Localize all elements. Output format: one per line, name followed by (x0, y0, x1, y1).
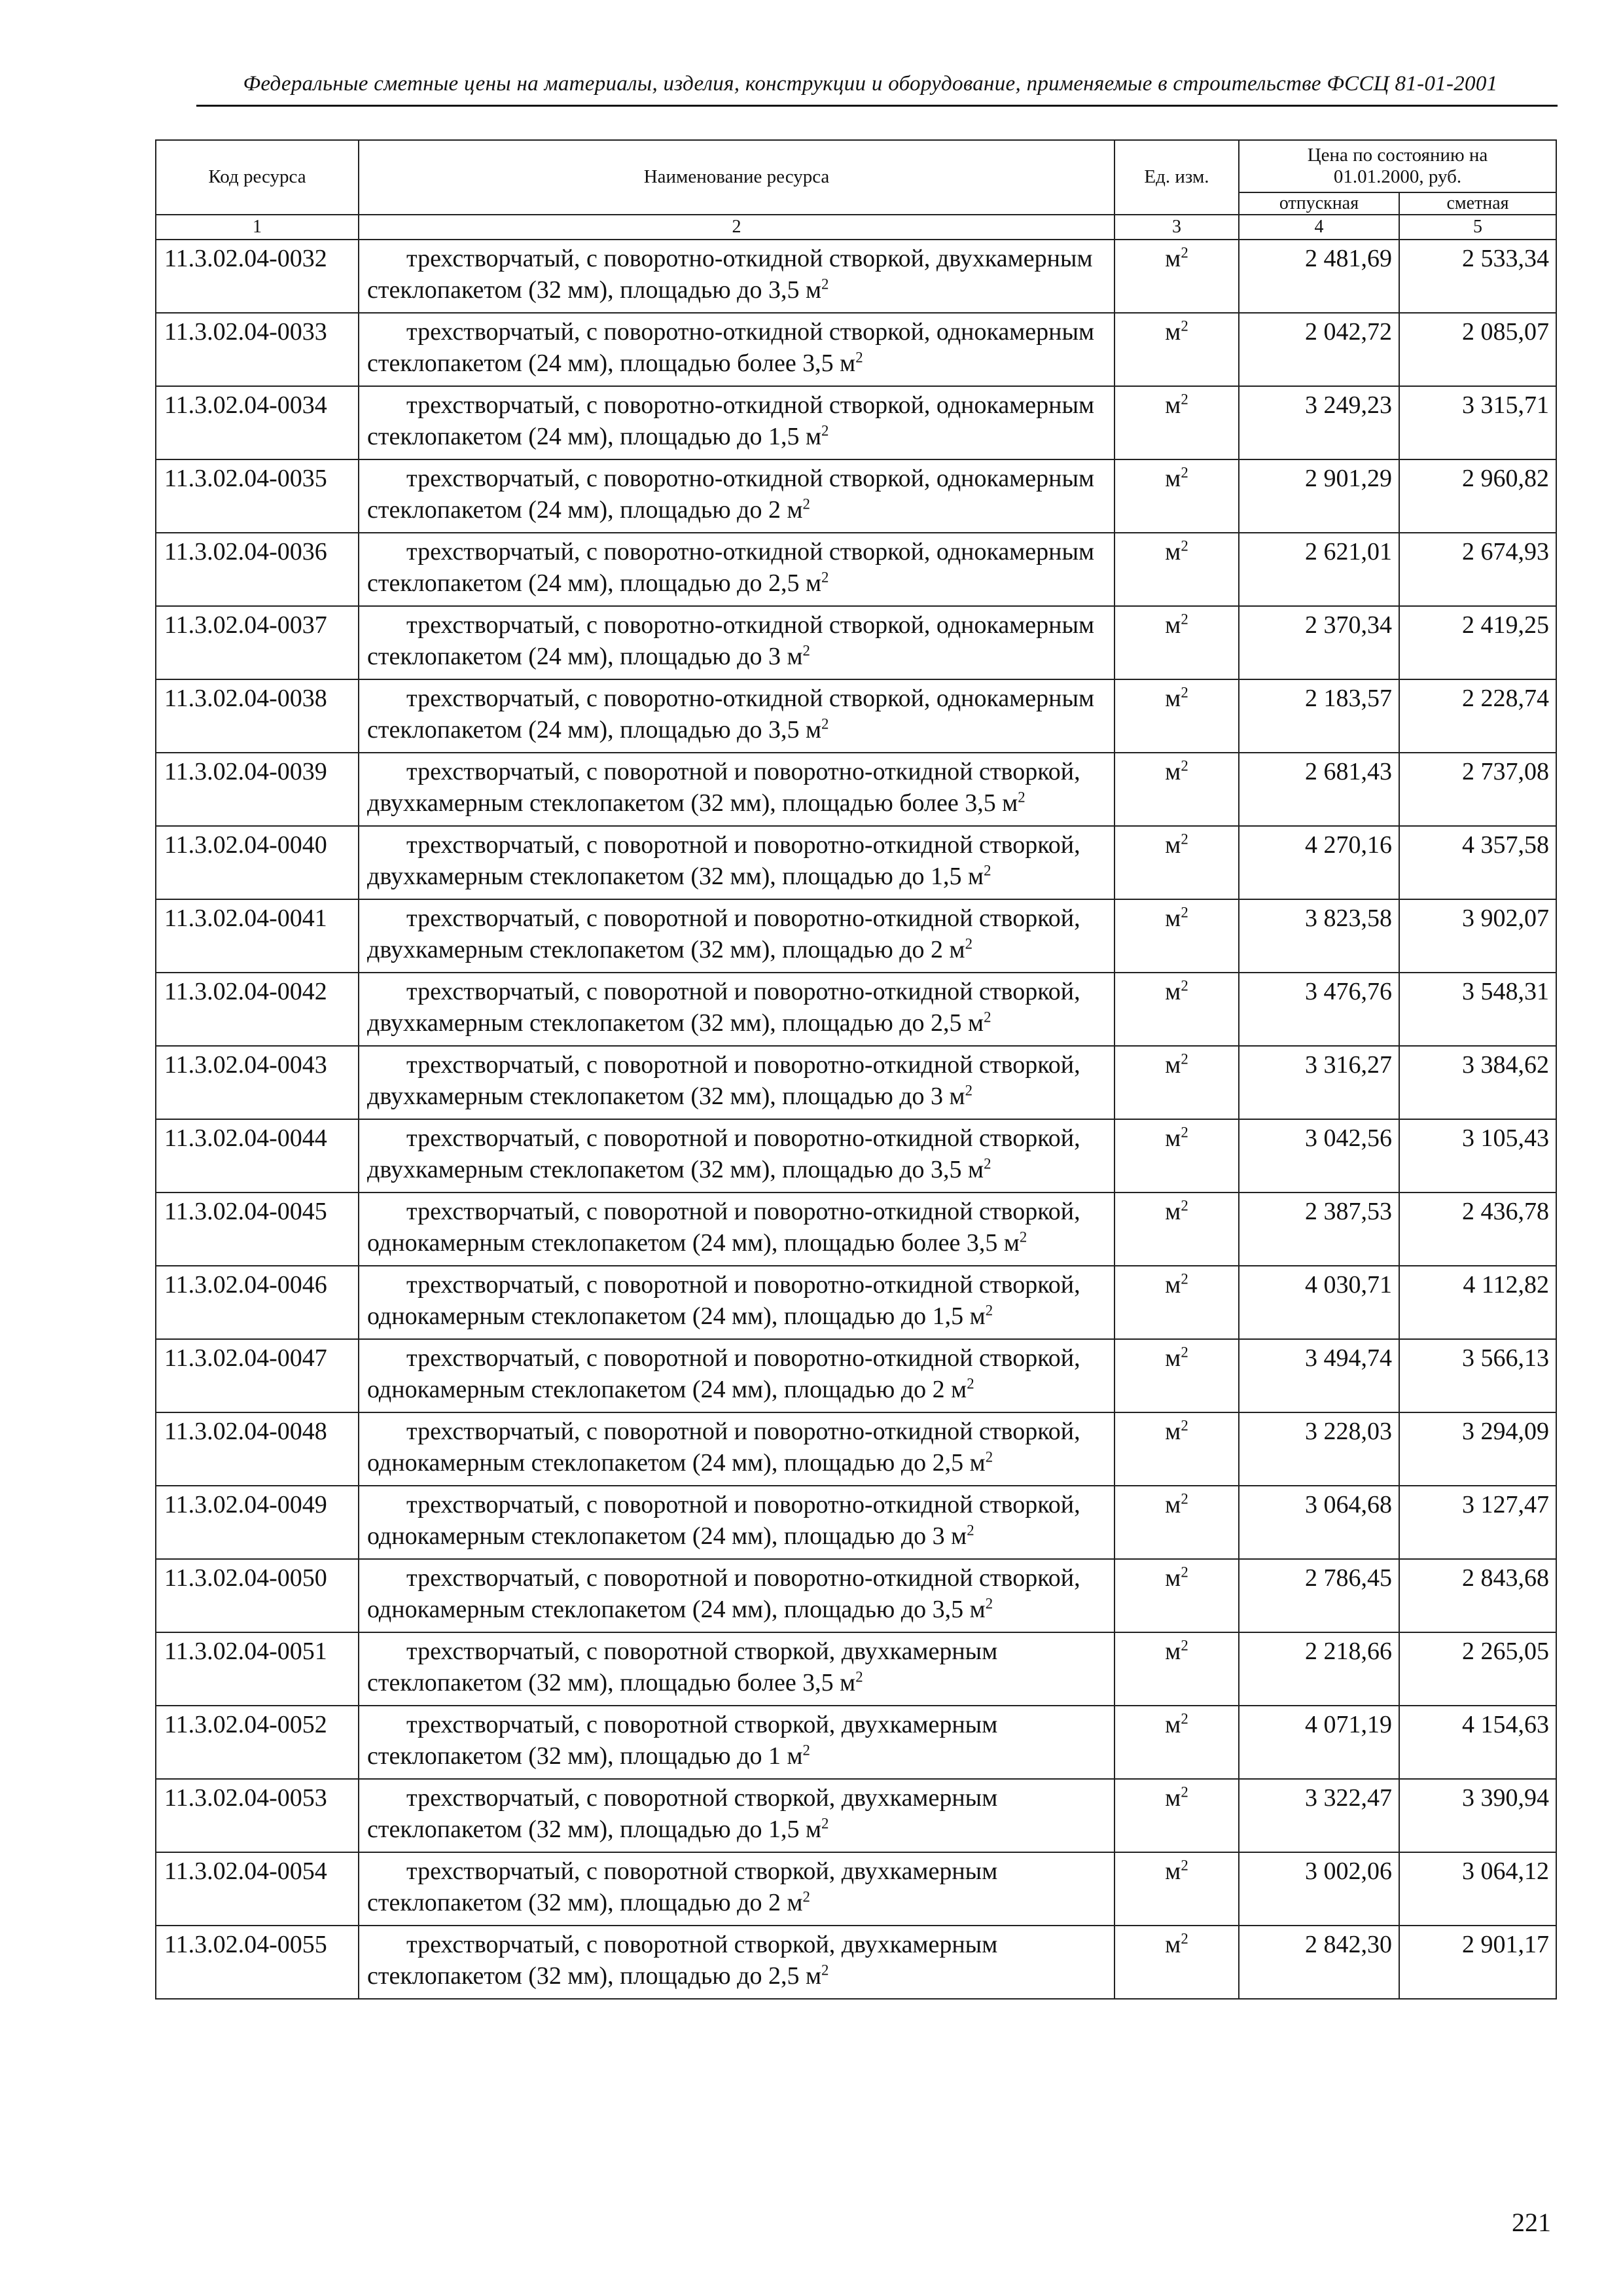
table-row (156, 1119, 1556, 1193)
resource-code: 11.3.02.04-0055 (156, 1926, 359, 1999)
table-row (156, 679, 1556, 753)
table-header (156, 140, 1556, 240)
resource-code: 11.3.02.04-0051 (156, 1632, 359, 1706)
price-estimate: 3 566,13 (1399, 1339, 1556, 1412)
price-estimate: 4 112,82 (1399, 1266, 1556, 1339)
price-estimate: 4 154,63 (1399, 1706, 1556, 1779)
resource-name-cell (359, 1119, 1115, 1193)
resource-name: трехстворчатый, с поворотно-откидной створкой, однокамерным стеклопакетом (24 мм), площадью до 3,5 м (367, 685, 1095, 744)
price-estimate: 3 064,12 (1399, 1852, 1556, 1926)
header-price-estimate: сметная (1399, 192, 1556, 215)
area-exponent: 2 (967, 1375, 974, 1392)
resource-name-cell (359, 1339, 1115, 1412)
unit-base: м (1165, 1344, 1181, 1372)
column-number: 4 (1239, 215, 1399, 240)
price-estimate: 3 105,43 (1399, 1119, 1556, 1193)
column-number: 3 (1115, 215, 1239, 240)
price-estimate: 2 228,74 (1399, 679, 1556, 753)
resource-code: 11.3.02.04-0048 (156, 1412, 359, 1486)
price-release: 3 249,23 (1239, 386, 1399, 459)
unit-exponent: 2 (1181, 1710, 1188, 1727)
unit-exponent: 2 (1181, 757, 1188, 774)
resource-name: трехстворчатый, с поворотной створкой, двухкамерным стеклопакетом (32 мм), площадью более 3,5 м (367, 1638, 998, 1696)
unit-exponent: 2 (1181, 1124, 1188, 1141)
price-estimate: 3 315,71 (1399, 386, 1556, 459)
table-row (156, 1706, 1556, 1779)
unit-base: м (1165, 1491, 1181, 1518)
resource-code: 11.3.02.04-0053 (156, 1779, 359, 1852)
unit-cell (1115, 606, 1239, 679)
column-number: 5 (1399, 215, 1556, 240)
unit-cell (1115, 1266, 1239, 1339)
area-exponent: 2 (802, 1742, 810, 1759)
area-exponent: 2 (1019, 1229, 1027, 1246)
running-title: Федеральные сметные цены на материалы, изделия, конструкции и оборудование, применяемые в строительстве ФССЦ 81-01-2001 (243, 72, 1498, 96)
header-unit: Ед. изм. (1115, 140, 1239, 215)
price-release: 3 064,68 (1239, 1486, 1399, 1559)
area-exponent: 2 (821, 1962, 829, 1979)
area-exponent: 2 (967, 1522, 974, 1539)
price-estimate: 2 436,78 (1399, 1193, 1556, 1266)
table-row (156, 313, 1556, 386)
unit-exponent: 2 (1181, 1564, 1188, 1581)
resource-name-cell (359, 1926, 1115, 1999)
resource-code: 11.3.02.04-0044 (156, 1119, 359, 1193)
unit-base: м (1165, 1198, 1181, 1225)
resource-name-cell (359, 1559, 1115, 1632)
unit-base: м (1165, 831, 1181, 859)
price-estimate: 2 901,17 (1399, 1926, 1556, 1999)
unit-base: м (1165, 1638, 1181, 1665)
unit-exponent: 2 (1181, 1857, 1188, 1874)
resource-name-cell (359, 1852, 1115, 1926)
price-release: 4 270,16 (1239, 826, 1399, 899)
area-exponent: 2 (985, 1595, 993, 1612)
price-release: 4 030,71 (1239, 1266, 1399, 1339)
table-body (156, 240, 1556, 1999)
resource-name-cell (359, 1046, 1115, 1119)
resource-code: 11.3.02.04-0041 (156, 899, 359, 973)
area-exponent: 2 (855, 1668, 863, 1685)
table-row (156, 1926, 1556, 1999)
resource-name-cell (359, 1486, 1115, 1559)
unit-cell (1115, 899, 1239, 973)
unit-base: м (1165, 1418, 1181, 1445)
unit-base: м (1165, 1784, 1181, 1812)
resource-name-cell (359, 1779, 1115, 1852)
unit-base: м (1165, 391, 1181, 419)
unit-cell (1115, 1412, 1239, 1486)
resource-name: трехстворчатый, с поворотной и поворотно-откидной створкой, однокамерным стеклопакетом (24 мм), площадью до 3,5 м (367, 1564, 1080, 1623)
resource-code: 11.3.02.04-0032 (156, 240, 359, 313)
area-exponent: 2 (821, 1815, 829, 1832)
price-release: 2 786,45 (1239, 1559, 1399, 1632)
price-release: 2 042,72 (1239, 313, 1399, 386)
unit-exponent: 2 (1181, 537, 1188, 554)
resource-name-cell (359, 240, 1115, 313)
table-row (156, 1412, 1556, 1486)
resource-name: трехстворчатый, с поворотной створкой, двухкамерным стеклопакетом (32 мм), площадью до 1 м (367, 1711, 998, 1770)
unit-exponent: 2 (1181, 464, 1188, 481)
price-release: 2 370,34 (1239, 606, 1399, 679)
price-release: 2 681,43 (1239, 753, 1399, 826)
resource-name-cell (359, 1266, 1115, 1339)
resource-code: 11.3.02.04-0037 (156, 606, 359, 679)
unit-exponent: 2 (1181, 244, 1188, 261)
resource-name: трехстворчатый, с поворотной створкой, двухкамерным стеклопакетом (32 мм), площадью до 2,5 м (367, 1931, 998, 1990)
resource-name: трехстворчатый, с поворотной и поворотно-откидной створкой, двухкамерным стеклопакетом (32 мм), площадью более 3,5 м (367, 758, 1080, 817)
price-estimate: 3 548,31 (1399, 973, 1556, 1046)
resource-code: 11.3.02.04-0049 (156, 1486, 359, 1559)
table-row (156, 1046, 1556, 1119)
table-row (156, 1779, 1556, 1852)
price-estimate: 3 902,07 (1399, 899, 1556, 973)
price-estimate: 2 265,05 (1399, 1632, 1556, 1706)
resource-code: 11.3.02.04-0033 (156, 313, 359, 386)
resource-code: 11.3.02.04-0036 (156, 533, 359, 606)
resource-name-cell (359, 973, 1115, 1046)
table-row (156, 1266, 1556, 1339)
unit-base: м (1165, 905, 1181, 932)
resource-name: трехстворчатый, с поворотной створкой, двухкамерным стеклопакетом (32 мм), площадью до 2 м (367, 1857, 998, 1916)
resource-name: трехстворчатый, с поворотной и поворотно-откидной створкой, однокамерным стеклопакетом (24 мм), площадью до 2,5 м (367, 1418, 1080, 1477)
price-release: 2 218,66 (1239, 1632, 1399, 1706)
unit-base: м (1165, 1564, 1181, 1592)
price-release: 3 322,47 (1239, 1779, 1399, 1852)
resource-code: 11.3.02.04-0034 (156, 386, 359, 459)
header-rule (196, 105, 1558, 107)
resource-name: трехстворчатый, с поворотно-откидной створкой, однокамерным стеклопакетом (24 мм), площадью до 2,5 м (367, 538, 1095, 597)
unit-cell (1115, 313, 1239, 386)
price-estimate: 2 674,93 (1399, 533, 1556, 606)
table-row (156, 606, 1556, 679)
resource-name: трехстворчатый, с поворотной и поворотно-откидной створкой, двухкамерным стеклопакетом (32 мм), площадью до 2,5 м (367, 978, 1080, 1037)
resource-name: трехстворчатый, с поворотной и поворотно-откидной створкой, однокамерным стеклопакетом (24 мм), площадью более 3,5 м (367, 1198, 1080, 1257)
unit-exponent: 2 (1181, 1637, 1188, 1654)
price-release: 2 183,57 (1239, 679, 1399, 753)
unit-cell (1115, 459, 1239, 533)
unit-cell (1115, 1339, 1239, 1412)
unit-exponent: 2 (1181, 391, 1188, 408)
unit-cell (1115, 1779, 1239, 1852)
price-estimate: 2 843,68 (1399, 1559, 1556, 1632)
price-release: 3 042,56 (1239, 1119, 1399, 1193)
unit-cell (1115, 1119, 1239, 1193)
unit-cell (1115, 679, 1239, 753)
price-estimate: 2 533,34 (1399, 240, 1556, 313)
area-exponent: 2 (984, 1155, 991, 1172)
unit-exponent: 2 (1181, 1784, 1188, 1801)
resource-code: 11.3.02.04-0043 (156, 1046, 359, 1119)
unit-exponent: 2 (1181, 904, 1188, 921)
resource-name-cell (359, 386, 1115, 459)
table-row (156, 973, 1556, 1046)
price-estimate: 2 085,07 (1399, 313, 1556, 386)
area-exponent: 2 (985, 1302, 993, 1319)
price-estimate: 3 384,62 (1399, 1046, 1556, 1119)
unit-exponent: 2 (1181, 1050, 1188, 1067)
table-row (156, 1193, 1556, 1266)
resource-name: трехстворчатый, с поворотной и поворотно-откидной створкой, однокамерным стеклопакетом (24 мм), площадью до 3 м (367, 1491, 1080, 1550)
price-release: 3 002,06 (1239, 1852, 1399, 1926)
resource-name: трехстворчатый, с поворотно-откидной створкой, однокамерным стеклопакетом (24 мм), площадью более 3,5 м (367, 318, 1095, 377)
price-release: 4 071,19 (1239, 1706, 1399, 1779)
unit-exponent: 2 (1181, 684, 1188, 701)
unit-exponent: 2 (1181, 1344, 1188, 1361)
unit-cell (1115, 1559, 1239, 1632)
unit-cell (1115, 753, 1239, 826)
table-row (156, 899, 1556, 973)
unit-exponent: 2 (1181, 611, 1188, 628)
unit-exponent: 2 (1181, 1417, 1188, 1434)
price-estimate: 3 294,09 (1399, 1412, 1556, 1486)
resource-name-cell (359, 899, 1115, 973)
resource-name: трехстворчатый, с поворотной и поворотно-откидной створкой, двухкамерным стеклопакетом (32 мм), площадью до 1,5 м (367, 831, 1080, 890)
area-exponent: 2 (802, 495, 810, 512)
resource-name: трехстворчатый, с поворотно-откидной створкой, однокамерным стеклопакетом (24 мм), площадью до 2 м (367, 465, 1095, 524)
area-exponent: 2 (984, 1009, 991, 1026)
resource-name: трехстворчатый, с поворотно-откидной створкой, двухкамерным стеклопакетом (32 мм), площадью до 3,5 м (367, 245, 1093, 304)
unit-cell (1115, 1706, 1239, 1779)
resource-name-cell (359, 459, 1115, 533)
resource-code: 11.3.02.04-0035 (156, 459, 359, 533)
page-number: 221 (1512, 2208, 1551, 2237)
unit-exponent: 2 (1181, 317, 1188, 334)
resource-code: 11.3.02.04-0052 (156, 1706, 359, 1779)
area-exponent: 2 (1018, 789, 1026, 806)
price-release: 3 476,76 (1239, 973, 1399, 1046)
area-exponent: 2 (821, 569, 829, 586)
resource-name-cell (359, 606, 1115, 679)
table-row (156, 826, 1556, 899)
unit-base: м (1165, 465, 1181, 492)
unit-cell (1115, 1193, 1239, 1266)
unit-exponent: 2 (1181, 1270, 1188, 1287)
resource-name: трехстворчатый, с поворотно-откидной створкой, однокамерным стеклопакетом (24 мм), площадью до 3 м (367, 611, 1095, 670)
resource-name: трехстворчатый, с поворотной и поворотно-откидной створкой, двухкамерным стеклопакетом (32 мм), площадью до 3 м (367, 1051, 1080, 1110)
area-exponent: 2 (984, 862, 991, 879)
table-row (156, 1632, 1556, 1706)
header-name: Наименование ресурса (359, 140, 1115, 215)
resource-code: 11.3.02.04-0054 (156, 1852, 359, 1926)
price-estimate: 3 390,94 (1399, 1779, 1556, 1852)
area-exponent: 2 (821, 715, 829, 732)
resource-name-cell (359, 1706, 1115, 1779)
unit-cell (1115, 973, 1239, 1046)
unit-base: м (1165, 1051, 1181, 1079)
resource-name-cell (359, 1193, 1115, 1266)
unit-base: м (1165, 685, 1181, 712)
area-exponent: 2 (802, 1888, 810, 1905)
price-estimate: 2 419,25 (1399, 606, 1556, 679)
resource-name-cell (359, 1412, 1115, 1486)
price-release: 2 901,29 (1239, 459, 1399, 533)
unit-cell (1115, 1632, 1239, 1706)
unit-base: м (1165, 1711, 1181, 1738)
area-exponent: 2 (985, 1448, 993, 1465)
table-row (156, 533, 1556, 606)
area-exponent: 2 (821, 276, 829, 293)
unit-base: м (1165, 538, 1181, 565)
unit-cell (1115, 1046, 1239, 1119)
price-table (155, 139, 1557, 2000)
unit-base: м (1165, 1857, 1181, 1885)
resource-code: 11.3.02.04-0042 (156, 973, 359, 1046)
header-price-release: отпускная (1239, 192, 1399, 215)
price-release: 3 228,03 (1239, 1412, 1399, 1486)
price-release: 2 842,30 (1239, 1926, 1399, 1999)
resource-code: 11.3.02.04-0046 (156, 1266, 359, 1339)
unit-base: м (1165, 318, 1181, 346)
price-release: 2 621,01 (1239, 533, 1399, 606)
unit-exponent: 2 (1181, 831, 1188, 848)
unit-exponent: 2 (1181, 977, 1188, 994)
area-exponent: 2 (965, 935, 973, 952)
unit-base: м (1165, 611, 1181, 639)
resource-name-cell (359, 753, 1115, 826)
resource-name-cell (359, 1632, 1115, 1706)
resource-name-cell (359, 679, 1115, 753)
unit-cell (1115, 826, 1239, 899)
price-release: 2 481,69 (1239, 240, 1399, 313)
header-code: Код ресурса (156, 140, 359, 215)
resource-code: 11.3.02.04-0039 (156, 753, 359, 826)
unit-cell (1115, 1852, 1239, 1926)
resource-name: трехстворчатый, с поворотной створкой, двухкамерным стеклопакетом (32 мм), площадью до 1,5 м (367, 1784, 998, 1843)
price-estimate: 3 127,47 (1399, 1486, 1556, 1559)
unit-base: м (1165, 1124, 1181, 1152)
unit-base: м (1165, 1271, 1181, 1299)
resource-name: трехстворчатый, с поворотной и поворотно-откидной створкой, однокамерным стеклопакетом (24 мм), площадью до 1,5 м (367, 1271, 1080, 1330)
unit-cell (1115, 386, 1239, 459)
resource-code: 11.3.02.04-0045 (156, 1193, 359, 1266)
table-row (156, 459, 1556, 533)
price-release: 2 387,53 (1239, 1193, 1399, 1266)
table-row (156, 1486, 1556, 1559)
table-row (156, 1559, 1556, 1632)
unit-exponent: 2 (1181, 1930, 1188, 1947)
resource-name: трехстворчатый, с поворотной и поворотно-откидной створкой, однокамерным стеклопакетом (24 мм), площадью до 2 м (367, 1344, 1080, 1403)
column-number: 1 (156, 215, 359, 240)
area-exponent: 2 (855, 349, 863, 366)
resource-code: 11.3.02.04-0047 (156, 1339, 359, 1412)
unit-base: м (1165, 245, 1181, 272)
unit-exponent: 2 (1181, 1197, 1188, 1214)
table-row (156, 1852, 1556, 1926)
price-estimate: 4 357,58 (1399, 826, 1556, 899)
area-exponent: 2 (802, 642, 810, 659)
resource-code: 11.3.02.04-0038 (156, 679, 359, 753)
table-row (156, 240, 1556, 313)
unit-exponent: 2 (1181, 1490, 1188, 1507)
unit-cell (1115, 1926, 1239, 1999)
table-row (156, 386, 1556, 459)
resource-name-cell (359, 313, 1115, 386)
unit-base: м (1165, 1931, 1181, 1958)
column-number: 2 (359, 215, 1115, 240)
resource-name: трехстворчатый, с поворотной и поворотно-откидной створкой, двухкамерным стеклопакетом (32 мм), площадью до 3,5 м (367, 1124, 1080, 1183)
resource-code: 11.3.02.04-0040 (156, 826, 359, 899)
unit-cell (1115, 533, 1239, 606)
price-release: 3 823,58 (1239, 899, 1399, 973)
unit-base: м (1165, 978, 1181, 1005)
price-release: 3 494,74 (1239, 1339, 1399, 1412)
unit-cell (1115, 1486, 1239, 1559)
resource-code: 11.3.02.04-0050 (156, 1559, 359, 1632)
area-exponent: 2 (821, 422, 829, 439)
resource-name: трехстворчатый, с поворотно-откидной створкой, однокамерным стеклопакетом (24 мм), площадью до 1,5 м (367, 391, 1095, 450)
unit-base: м (1165, 758, 1181, 785)
header-price-group: Цена по состоянию на 01.01.2000, руб. (1239, 140, 1556, 192)
resource-name-cell (359, 826, 1115, 899)
resource-name-cell (359, 533, 1115, 606)
area-exponent: 2 (965, 1082, 973, 1099)
price-estimate: 2 737,08 (1399, 753, 1556, 826)
table-row (156, 1339, 1556, 1412)
table-row (156, 753, 1556, 826)
price-release: 3 316,27 (1239, 1046, 1399, 1119)
price-estimate: 2 960,82 (1399, 459, 1556, 533)
unit-cell (1115, 240, 1239, 313)
resource-name: трехстворчатый, с поворотной и поворотно-откидной створкой, двухкамерным стеклопакетом (32 мм), площадью до 2 м (367, 905, 1080, 963)
